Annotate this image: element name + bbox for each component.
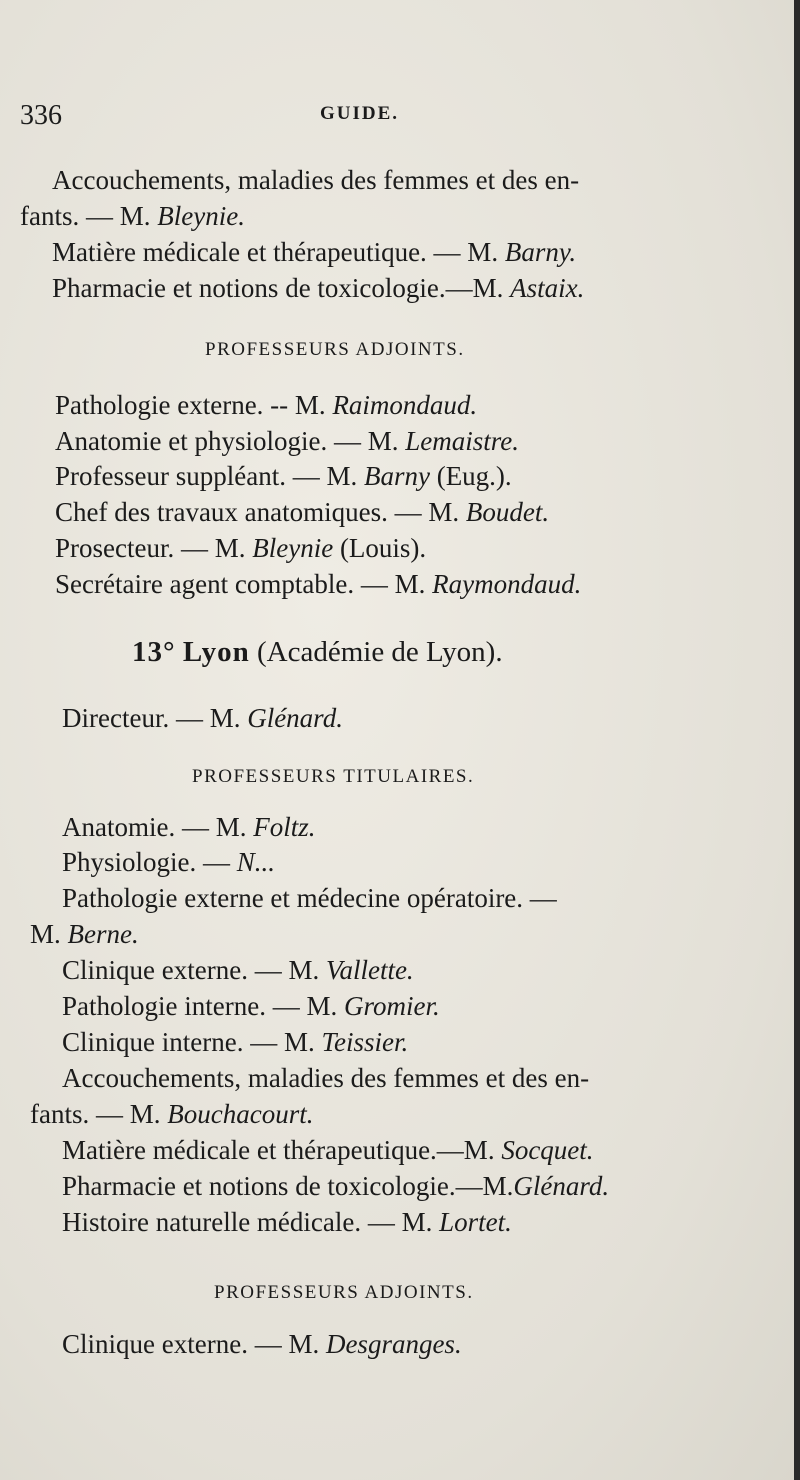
section-heading: PROFESSEURS ADJOINTS.	[214, 1282, 474, 1303]
page-edge	[794, 0, 800, 1480]
school-city: Lyon	[182, 636, 250, 668]
line-text: Pharmacie et notions de toxicologie.—M.	[62, 1171, 514, 1201]
school-number: 13°	[132, 636, 176, 668]
line-text: Accouchements, maladies des femmes et des en-	[52, 165, 580, 195]
line-text: Secrétaire agent comptable. — M.	[55, 569, 433, 599]
person-name: Vallette.	[325, 955, 414, 985]
line-text: Clinique externe. — M.	[62, 955, 326, 985]
line-text: Clinique externe. — M.	[62, 1329, 326, 1359]
person-name: Foltz.	[253, 812, 316, 842]
line-text: Directeur. — M.	[62, 703, 248, 733]
text-line	[62, 1133, 594, 1167]
person-name: Desgranges.	[325, 1329, 462, 1359]
person-name: Gromier.	[343, 991, 440, 1021]
line-text: Chef des travaux anatomiques. — M.	[55, 497, 466, 527]
text-line	[20, 199, 245, 233]
running-title: GUIDE.	[320, 103, 400, 124]
text-line	[62, 845, 275, 879]
text-line	[55, 459, 512, 493]
person-name: Raimondaud.	[332, 390, 478, 420]
school-title	[132, 636, 503, 669]
text-line	[62, 1205, 512, 1239]
person-name: Boudet.	[465, 497, 550, 527]
person-name: Barny	[363, 461, 430, 491]
line-text: Anatomie. — M.	[62, 812, 254, 842]
text-line	[52, 235, 576, 269]
text-line	[62, 1169, 609, 1203]
school-academy: (Académie de Lyon).	[256, 636, 503, 668]
text-line	[62, 881, 557, 915]
person-name: Glénard.	[513, 1171, 610, 1201]
text-line	[62, 1025, 408, 1059]
text-line	[62, 989, 440, 1023]
line-text: Prosecteur. — M.	[55, 533, 253, 563]
text-line	[62, 701, 343, 735]
text-line	[55, 567, 581, 601]
section-heading: PROFESSEURS ADJOINTS.	[205, 339, 465, 360]
line-text: fants. — M.	[20, 201, 158, 231]
person-name: Bleynie	[252, 533, 334, 563]
text-line	[55, 495, 549, 529]
person-name: Astaix.	[510, 273, 585, 303]
line-text: Pathologie externe et médecine opératoire. —	[62, 883, 557, 913]
line-text: Matière médicale et thérapeutique.—M.	[62, 1135, 502, 1165]
line-suffix: (Louis).	[333, 533, 427, 563]
line-text: Pathologie interne. — M.	[62, 991, 344, 1021]
person-name: Socquet.	[501, 1135, 594, 1165]
person-name: Raymondaud.	[432, 569, 582, 599]
person-name: Lortet.	[439, 1207, 512, 1237]
text-line	[52, 271, 584, 305]
line-suffix: (Eug.).	[429, 461, 512, 491]
line-text: Physiologie. —	[62, 847, 237, 877]
line-text: Clinique interne. — M.	[62, 1027, 322, 1057]
line-text: fants. — M.	[30, 1099, 168, 1129]
text-line	[55, 424, 519, 458]
person-name: Berne.	[67, 919, 139, 949]
person-name: Teissier.	[321, 1027, 409, 1057]
line-text: Pathologie externe. -- M.	[55, 390, 333, 420]
line-text: Accouchements, maladies des femmes et des en-	[62, 1063, 590, 1093]
person-name: Bleynie.	[157, 201, 245, 231]
line-text: Professeur suppléant. — M.	[55, 461, 364, 491]
section-heading: PROFESSEURS TITULAIRES.	[192, 766, 475, 787]
text-line	[55, 388, 477, 422]
text-line	[62, 810, 316, 844]
line-text: M.	[30, 919, 68, 949]
text-line	[62, 1061, 589, 1095]
text-line	[52, 163, 579, 197]
text-line	[30, 1097, 313, 1131]
line-text: Anatomie et physiologie. — M.	[55, 426, 406, 456]
text-line	[55, 531, 426, 565]
person-name: Barny.	[504, 237, 577, 267]
person-name: Bouchacourt.	[167, 1099, 314, 1129]
page-number: 336	[20, 100, 62, 131]
line-text: Pharmacie et notions de toxicologie.—M.	[52, 273, 511, 303]
person-name: Lemaistre.	[405, 426, 519, 456]
person-name: N...	[236, 847, 276, 877]
text-line	[62, 953, 414, 987]
text-line	[62, 1327, 462, 1361]
line-text: Matière médicale et thérapeutique. — M.	[52, 237, 505, 267]
line-text: Histoire naturelle médicale. — M.	[62, 1207, 440, 1237]
person-name: Glénard.	[247, 703, 343, 733]
text-line	[30, 917, 139, 951]
